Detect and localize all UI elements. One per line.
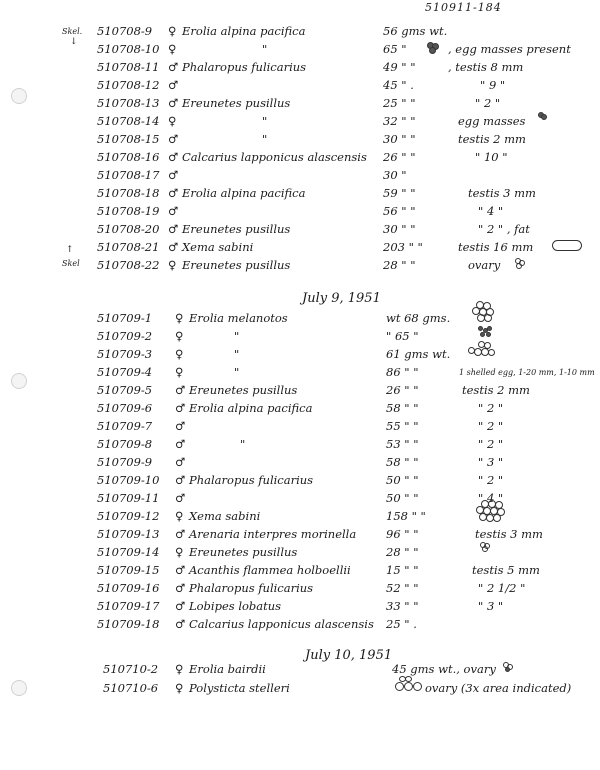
- section-date: July 9, 1951: [302, 291, 381, 306]
- remark: testis 2 mm: [462, 383, 530, 397]
- weight: 49 " ": [383, 60, 416, 74]
- weight: 203 " ": [383, 240, 423, 254]
- remark: ovary (3x area indicated): [425, 681, 572, 695]
- sex-symbol: ♂: [168, 222, 179, 236]
- sex-symbol: ♂: [168, 150, 179, 164]
- specimen-id: 510709-1: [97, 311, 153, 325]
- weight: 50 " ": [386, 473, 419, 487]
- specimen-id: 510709-18: [97, 617, 160, 631]
- specimen-id: 510709-3: [97, 347, 153, 361]
- specimen-row: [0, 601, 600, 617]
- sex-symbol: ♀: [168, 114, 177, 128]
- sex-symbol: ♂: [168, 204, 179, 218]
- specimen-id: 510710-6: [103, 681, 159, 695]
- specimen-row: [0, 116, 600, 132]
- species-name: Xema sabini: [182, 240, 254, 254]
- sex-symbol: ♂: [168, 96, 179, 110]
- sex-symbol: ♂: [175, 401, 186, 415]
- arrow-down-icon: ↓: [70, 37, 78, 47]
- sex-symbol: ♂: [168, 78, 179, 92]
- weight: 25 " .: [386, 617, 417, 631]
- remark: " 3 ": [478, 455, 504, 469]
- species-name: Phalaropus fulicarius: [189, 581, 314, 595]
- specimen-id: 510708-21: [97, 240, 160, 254]
- specimen-id: 510709-7: [97, 419, 153, 433]
- sex-symbol: ♂: [175, 599, 186, 613]
- specimen-row: [0, 511, 600, 527]
- specimen-id: 510709-17: [97, 599, 160, 613]
- specimen-id: 510709-12: [97, 509, 160, 523]
- specimen-id: 510708-20: [97, 222, 160, 236]
- weight: 30 " ": [383, 132, 416, 146]
- sex-symbol: ♂: [168, 168, 179, 182]
- sex-symbol: ♂: [175, 491, 186, 505]
- specimen-row: [0, 44, 600, 60]
- specimen-id: 510708-10: [97, 42, 160, 56]
- specimen-row: [0, 62, 600, 78]
- specimen-id: 510709-4: [97, 365, 153, 379]
- sex-symbol: ♂: [168, 132, 179, 146]
- remark: " 2 " , fat: [478, 222, 530, 236]
- remark: " 9 ": [480, 78, 506, 92]
- sex-symbol: ♂: [175, 419, 186, 433]
- specimen-row: [0, 80, 600, 96]
- specimen-id: 510709-14: [97, 545, 160, 559]
- species-name: ": [234, 329, 240, 343]
- specimen-row: [0, 152, 600, 168]
- weight: 45 " .: [383, 78, 414, 92]
- specimen-id: 510708-12: [97, 78, 160, 92]
- specimen-id: 510709-15: [97, 563, 160, 577]
- weight: 65 ": [383, 42, 407, 56]
- weight: 15 " ": [386, 563, 419, 577]
- sex-symbol: ♂: [168, 240, 179, 254]
- specimen-id: 510709-2: [97, 329, 153, 343]
- weight: 33 " ": [386, 599, 419, 613]
- weight: 52 " ": [386, 581, 419, 595]
- specimen-id: 510708-22: [97, 258, 160, 272]
- specimen-row: [0, 98, 600, 114]
- specimen-id: 510709-10: [97, 473, 160, 487]
- remark: testis 3 mm: [475, 527, 543, 541]
- specimen-id: 510708-16: [97, 150, 160, 164]
- remark: " 2 ": [478, 473, 504, 487]
- species-name: Erolia alpina pacifica: [182, 186, 306, 200]
- specimen-id: 510708-19: [97, 204, 160, 218]
- sex-symbol: ♂: [175, 563, 186, 577]
- species-name: Erolia melanotos: [189, 311, 288, 325]
- specimen-id: 510708-11: [97, 60, 160, 74]
- specimen-id: 510708-17: [97, 168, 160, 182]
- specimen-id: 510708-14: [97, 114, 160, 128]
- specimen-row: [0, 385, 600, 401]
- specimen-row: [0, 260, 600, 276]
- species-name: Acanthis flammea holboellii: [189, 563, 351, 577]
- specimen-row: [0, 206, 600, 222]
- weight: 30 " ": [383, 222, 416, 236]
- specimen-row: [0, 547, 600, 563]
- weight: 50 " ": [386, 491, 419, 505]
- specimen-row: [0, 367, 600, 383]
- species-name: Ereunetes pusillus: [182, 222, 291, 236]
- species-name: Calcarius lapponicus alascensis: [182, 150, 367, 164]
- remark: " 2 ": [478, 419, 504, 433]
- weight: 56 " ": [383, 204, 416, 218]
- weight: 58 " ": [386, 401, 419, 415]
- weight: 25 " ": [383, 96, 416, 110]
- species-name: Ereunetes pusillus: [182, 258, 291, 272]
- weight: 59 " ": [383, 186, 416, 200]
- weight: 86 " ": [386, 365, 419, 379]
- specimen-id: 510710-2: [103, 662, 159, 676]
- specimen-row: [0, 242, 600, 258]
- species-name: ": [234, 365, 240, 379]
- species-name: ": [262, 42, 268, 56]
- remark: " 2 ": [478, 437, 504, 451]
- specimen-row: [0, 331, 600, 347]
- sex-symbol: ♀: [168, 42, 177, 56]
- specimen-row: [0, 475, 600, 491]
- specimen-row: [0, 421, 600, 437]
- section-date: July 10, 1951: [305, 648, 393, 663]
- sex-symbol: ♂: [175, 617, 186, 631]
- remark: testis 2 mm: [458, 132, 526, 146]
- species-name: Erolia alpina pacifica: [189, 401, 313, 415]
- specimen-row: [0, 26, 600, 42]
- specimen-row: [0, 134, 600, 150]
- page-header-number: 510911-184: [425, 1, 502, 14]
- weight: 32 " ": [383, 114, 416, 128]
- species-name: ": [262, 114, 268, 128]
- sex-symbol: ♀: [168, 258, 177, 272]
- weight: 26 " ": [383, 150, 416, 164]
- weight: 158 " ": [386, 509, 426, 523]
- specimen-id: 510708-15: [97, 132, 160, 146]
- specimen-id: 510709-16: [97, 581, 160, 595]
- weight: 56 gms wt.: [383, 24, 448, 38]
- species-name: ": [262, 132, 268, 146]
- weight: 45 gms wt., ovary: [392, 662, 496, 676]
- sex-symbol: ♂: [175, 383, 186, 397]
- species-name: Xema sabini: [189, 509, 261, 523]
- specimen-row: [0, 224, 600, 240]
- specimen-row: [0, 439, 600, 455]
- sex-symbol: ♀: [175, 662, 184, 676]
- remark: " 4 ": [478, 491, 504, 505]
- weight: 28 " ": [383, 258, 416, 272]
- specimen-row: [0, 493, 600, 509]
- species-name: Erolia alpina pacifica: [182, 24, 306, 38]
- species-name: ": [234, 347, 240, 361]
- specimen-id: 510709-6: [97, 401, 153, 415]
- sex-symbol: ♀: [175, 509, 184, 523]
- species-name: Arenaria interpres morinella: [189, 527, 357, 541]
- specimen-row: [0, 170, 600, 186]
- specimen-row: [0, 529, 600, 545]
- specimen-id: 510709-8: [97, 437, 153, 451]
- specimen-row: [0, 683, 600, 699]
- arrow-up-icon: ↑: [66, 245, 74, 255]
- remark: egg masses: [458, 114, 526, 128]
- specimen-row: [0, 313, 600, 329]
- sex-symbol: ♀: [175, 311, 184, 325]
- specimen-row: [0, 188, 600, 204]
- specimen-id: 510708-9: [97, 24, 153, 38]
- weight: 96 " ": [386, 527, 419, 541]
- specimen-row: [0, 619, 600, 635]
- specimen-id: 510708-13: [97, 96, 160, 110]
- skeleton-note-top: Skel.: [62, 27, 83, 36]
- species-name: Ereunetes pusillus: [189, 383, 298, 397]
- species-name: Erolia bairdii: [189, 662, 266, 676]
- sex-symbol: ♀: [175, 365, 184, 379]
- weight: 53 " ": [386, 437, 419, 451]
- remark: " 2 ": [478, 401, 504, 415]
- species-name: ": [240, 437, 246, 451]
- specimen-row: [0, 457, 600, 473]
- remark: " 4 ": [478, 204, 504, 218]
- remark: " 3 ": [478, 599, 504, 613]
- specimen-row: [0, 583, 600, 599]
- remark: testis 3 mm: [468, 186, 536, 200]
- remark: 1 shelled egg, 1-20 mm, 1-10 mm: [459, 368, 595, 377]
- species-name: Ereunetes pusillus: [182, 96, 291, 110]
- specimen-row: [0, 349, 600, 365]
- remark: " 2 ": [475, 96, 501, 110]
- weight: 58 " ": [386, 455, 419, 469]
- sex-symbol: ♀: [175, 329, 184, 343]
- sex-symbol: ♂: [175, 473, 186, 487]
- specimen-row: [0, 565, 600, 581]
- specimen-id: 510709-13: [97, 527, 160, 541]
- species-name: Ereunetes pusillus: [189, 545, 298, 559]
- remark: testis 5 mm: [472, 563, 540, 577]
- sex-symbol: ♂: [175, 527, 186, 541]
- species-name: Lobipes lobatus: [189, 599, 282, 613]
- weight: wt 68 gms.: [386, 311, 451, 325]
- weight: 55 " ": [386, 419, 419, 433]
- sex-symbol: ♀: [175, 545, 184, 559]
- sex-symbol: ♂: [175, 437, 186, 451]
- sex-symbol: ♀: [175, 347, 184, 361]
- remark: " 10 ": [475, 150, 508, 164]
- species-name: Polysticta stelleri: [189, 681, 290, 695]
- sex-symbol: ♂: [175, 581, 186, 595]
- species-name: Phalaropus fulicarius: [189, 473, 314, 487]
- specimen-row: [0, 403, 600, 419]
- specimen-id: 510709-9: [97, 455, 153, 469]
- specimen-id: 510708-18: [97, 186, 160, 200]
- species-name: Phalaropus fulicarius: [182, 60, 307, 74]
- skeleton-note-bottom: Skel: [62, 259, 80, 268]
- sex-symbol: ♂: [168, 186, 179, 200]
- remark: ovary: [468, 258, 501, 272]
- remark: " 2 1/2 ": [478, 581, 526, 595]
- specimen-id: 510709-5: [97, 383, 153, 397]
- weight: 26 " ": [386, 383, 419, 397]
- sex-symbol: ♀: [168, 24, 177, 38]
- weight: 61 gms wt.: [386, 347, 451, 361]
- weight: " 65 ": [386, 329, 419, 343]
- remark: , testis 8 mm: [448, 60, 524, 74]
- sex-symbol: ♀: [175, 681, 184, 695]
- weight: 30 ": [383, 168, 407, 182]
- sex-symbol: ♂: [175, 455, 186, 469]
- species-name: Calcarius lapponicus alascensis: [189, 617, 374, 631]
- specimen-id: 510709-11: [97, 491, 160, 505]
- sex-symbol: ♂: [168, 60, 179, 74]
- weight: 28 " ": [386, 545, 419, 559]
- remark: , egg masses present: [448, 42, 571, 56]
- remark: testis 16 mm: [458, 240, 534, 254]
